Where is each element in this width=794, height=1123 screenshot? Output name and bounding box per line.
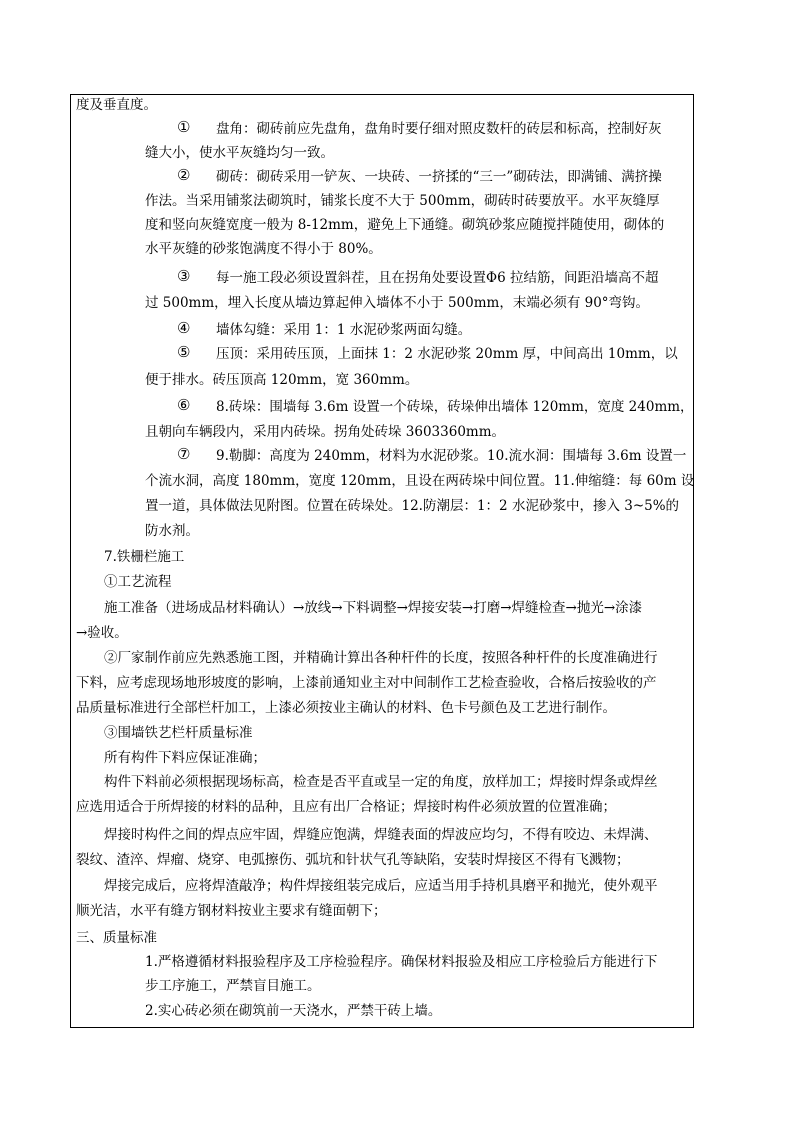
text-line: 过 500mm，埋入长度从墙边算起伸入墙体不小于 500mm，末端必须有 90°弯钩。: [145, 295, 650, 311]
text-line: 焊接完成后，应将焊渣敲净；构件焊接组装完成后，应适当用手持机具磨平和抛光，使外观平: [104, 878, 658, 894]
text-line: 裂纹、渣淬、焊瘤、烧穿、电弧擦伤、弧坑和针状气孔等缺陷，安装时焊接区不得有飞溅物；: [76, 852, 630, 868]
text-line: 构件下料前必须根据现场标高，检查是否平直或呈一定的角度，放样加工；焊接时焊条或焊丝: [104, 774, 658, 790]
text-line: 砌砖：砌砖采用一铲灰、一块砖、一挤揉的“三一”砌砖法，即满铺、满挤操: [216, 169, 662, 185]
text-line: 应选用适合于所焊接的材料的品种，且应有出厂合格证；焊接时构件必须放置的位置准确；: [76, 799, 616, 815]
text-line: ③围墙铁艺栏杆质量标准: [104, 725, 253, 741]
text-line: 9.勒脚：高度为 240mm，材料为水泥砂浆。10.流水洞：围墙每 3.6m 设置一: [216, 448, 687, 464]
text-line: 压顶：采用砖压顶，上面抹 1：2 水泥砂浆 20mm 厚，中间高出 10mm，以: [216, 346, 678, 362]
text-line: 水平灰缝的砂浆饱满度不得小于 80%。: [145, 241, 382, 257]
text-line: 便于排水。砖压顶高 120mm，宽 360mm。: [145, 372, 419, 388]
text-line: 置一道，具体做法见附图。位置在砖垛处。12.防潮层：1：2 水泥砂浆中，掺入 3~5%的: [145, 498, 680, 514]
text-line: 顺光洁，水平有缝方钢材料按业主要求有缝面朝下；: [76, 903, 387, 919]
text-line: 作法。当采用铺浆法砌筑时，铺浆长度不大于 500mm，砌砖时砖要放平。水平灰缝厚: [145, 193, 660, 209]
text-line: 1.严格遵循材料报验程序及工序检验程序。确保材料报验及相应工序检验后方能进行下: [145, 954, 658, 970]
text-line: 步工序施工，严禁盲目施工。: [145, 978, 321, 994]
text-line: 盘角：砌砖前应先盘角，盘角时要仔细对照皮数杆的砖层和标高，控制好灰: [216, 121, 662, 137]
circled-number: ④: [177, 319, 191, 337]
text-line: 2.实心砖必须在砌筑前一天浇水，严禁干砖上墙。: [145, 1003, 442, 1019]
circled-number: ⑦: [177, 445, 191, 463]
text-line: 所有构件下料应保证准确；: [104, 750, 266, 766]
text-line: 缝大小，使水平灰缝均匀一致。: [145, 145, 334, 161]
text-line: 墙体勾缝：采用 1：1 水泥砂浆两面勾缝。: [216, 322, 472, 338]
circled-number: ②: [177, 166, 191, 184]
text-line: 防水剂。: [145, 523, 199, 539]
text-line: 每一施工段必须设置斜茬，且在拐角处要设置Φ6 拉结筋，间距沿墙高不超: [216, 270, 659, 286]
circled-number: ⑥: [177, 396, 191, 414]
section-heading: 7.铁栅栏施工: [104, 549, 185, 565]
text-line: 且朝向车辆段内，采用内砖垛。拐角处砖垛 3603360mm。: [145, 424, 506, 440]
circled-number: ③: [177, 267, 191, 285]
text-line: 焊接时构件之间的焊点应牢固，焊缝应饱满，焊缝表面的焊波应均匀，不得有咬边、未焊满、: [104, 827, 658, 843]
text-line: ①工艺流程: [104, 574, 172, 590]
text-line: 8.砖垛：围墙每 3.6m 设置一个砖垛，砖垛伸出墙体 120mm，宽度 240mm，: [216, 399, 694, 415]
circled-number: ⑤: [177, 343, 191, 361]
text-line: 品质量标准进行全部栏杆加工，上漆必须按业主确认的材料、色卡号颜色及工艺进行制作。: [76, 700, 616, 716]
text-line: →验收。: [76, 625, 128, 641]
text-line: 施工准备（进场成品材料确认）→放线→下料调整→焊接安装→打磨→焊缝检查→抛光→涂漆: [104, 600, 643, 616]
text-line: 下料，应考虑现场地形坡度的影响，上漆前通知业主对中间制作工艺检查验收，合格后按验收的产: [76, 675, 657, 691]
circled-number: ①: [177, 118, 191, 136]
text-line: 度及垂直度。: [76, 97, 157, 113]
text-line: 个流水洞，高度 180mm，宽度 120mm，且设在两砖垛中间位置。11.伸缩缝：每 60m 设: [145, 473, 695, 489]
section-heading: 三、质量标准: [76, 930, 157, 946]
text-line: ②厂家制作前应先熟悉施工图，并精确计算出各种杆件的长度，按照各种杆件的长度准确进行: [104, 650, 658, 666]
text-line: 度和竖向灰缝宽度一般为 8-12mm，避免上下通缝。砌筑砂浆应随搅拌随使用，砌体的: [145, 217, 665, 233]
